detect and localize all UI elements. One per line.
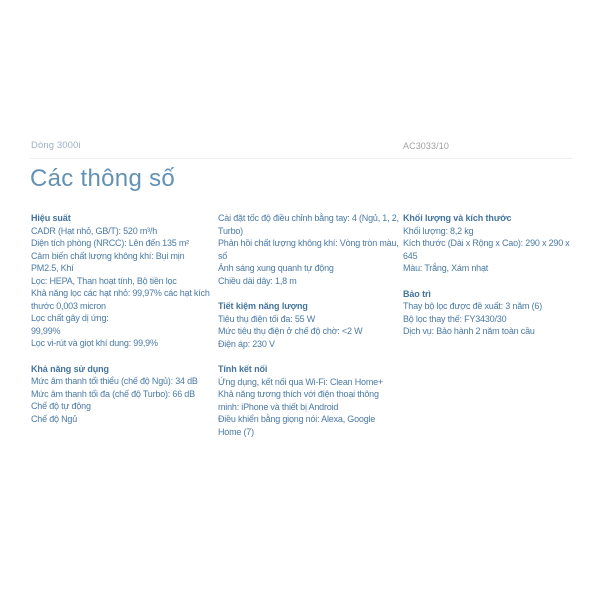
spec-column-2 (218, 212, 399, 438)
spec-item: Mức âm thanh tối thiểu (chế độ Ngủ): 34 dB (31, 376, 198, 386)
spec-item: Chiều dài dây: 1,8 m (218, 275, 297, 286)
spec-item: Khả năng tương thích với điện thoại thông minh: iPhone và thiết bị Android (218, 389, 379, 412)
spec-item: Lọc: HEPA, Than hoạt tính, Bộ tiền lọc (31, 275, 177, 286)
section-header: Bảo trì (403, 288, 431, 299)
spec-section (31, 212, 214, 350)
spec-item: Kích thước (Dài x Rộng x Cao): 290 x 290 x 645 (403, 238, 570, 261)
spec-item: Cảm biến chất lượng không khí: Bụi mịn PM2.5, Khí (31, 250, 185, 273)
section-header: Khả năng sử dụng (31, 363, 109, 374)
spec-item: Mức âm thanh tối đa (chế độ Turbo): 66 dB (31, 388, 195, 399)
spec-item: Khối lượng: 8,2 kg (403, 225, 474, 236)
page-title: Các thông số (30, 165, 176, 192)
spec-item: Mức tiêu thụ điện ở chế độ chờ: <2 W (218, 326, 363, 336)
spec-item: Khả năng lọc các hạt nhỏ: 99,97% các hạt kích thước 0,003 micron (31, 288, 210, 311)
spec-section (218, 300, 399, 350)
spec-item: CADR (Hạt nhỏ, GB/T): 520 m³/h (31, 225, 158, 236)
spec-item: Điều khiển bằng giọng nói: Alexa, Google Home (7) (218, 414, 376, 437)
section-header: Hiệu suất (31, 213, 71, 223)
model-number: AC3033/10 (403, 141, 449, 151)
spec-item: Lọc chất gây dị ứng: (31, 313, 109, 323)
header-divider (30, 158, 572, 159)
spec-section (218, 363, 399, 438)
spec-item: Chế độ tự động (31, 401, 91, 411)
spec-section (218, 212, 399, 287)
spec-item: Diện tích phòng (NRCC): Lên đến 135 m² (31, 238, 189, 248)
section-header: Khối lượng và kích thước (403, 213, 512, 223)
spec-item: Điện áp: 230 V (218, 338, 275, 349)
spec-item: Thay bộ lọc được đề xuất: 3 năm (6) (403, 301, 542, 311)
spec-item: Cài đặt tốc độ điều chỉnh bằng tay: 4 (Ngủ, 1, 2, Turbo) (218, 213, 399, 236)
spec-column-3 (403, 212, 575, 338)
spec-item: Bộ lọc thay thế: FY3430/30 (403, 313, 507, 324)
spec-item: Tiêu thụ điện tối đa: 55 W (218, 313, 316, 324)
spec-section (403, 288, 575, 338)
spec-item: Ánh sáng xung quanh tự động (218, 263, 334, 273)
section-header: Tính kết nối (218, 364, 268, 374)
spec-item: Chế độ Ngủ (31, 413, 78, 424)
spec-column-1 (31, 212, 214, 425)
spec-item: 99,99% (31, 325, 61, 336)
spec-section (31, 363, 214, 426)
spec-item: Dịch vụ: Bảo hành 2 năm toàn cầu (403, 326, 535, 336)
spec-item: Ứng dụng, kết nối qua Wi-Fi: Clean Home+ (218, 376, 384, 387)
spec-item: Phản hồi chất lượng không khí: Vòng tròn màu, số (218, 238, 399, 261)
spec-columns (31, 212, 573, 437)
spec-section (403, 212, 575, 275)
spec-item: Lọc vi-rút và giọt khí dung: 99,9% (31, 338, 158, 348)
product-series-label: Dòng 3000i (31, 140, 81, 151)
spec-item: Màu: Trắng, Xám nhạt (403, 263, 489, 273)
section-header: Tiết kiệm năng lượng (218, 301, 308, 311)
